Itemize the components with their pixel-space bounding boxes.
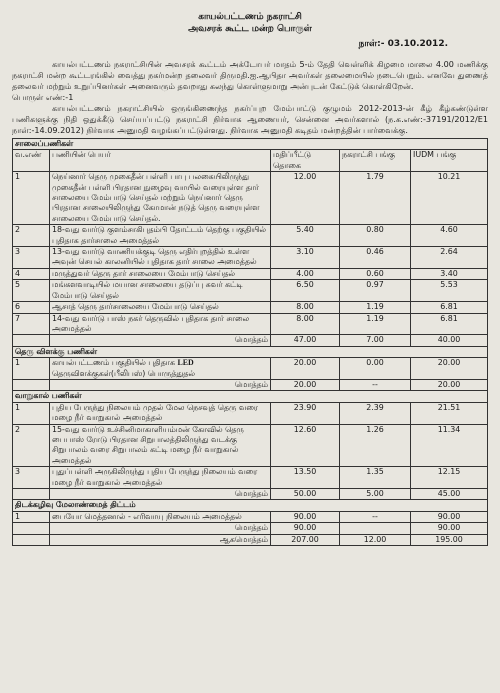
row-iudm: 12.15 [411,467,488,489]
row-municipal: 0.00 [340,358,411,380]
row-work: மங்களவாடியில் மயான சாலையை தடுப்பு சுவர் கட்டி மேம்பாடு செய்தல் [50,280,271,302]
row-estimate: 8.00 [271,302,340,313]
row-work: புதிய பேருந்து நிலையம் முதல் மேல நெசவுத் தெரு வரை மழை நீர் வாறுகால் அமைத்தல் [50,402,271,424]
subtotal-estimate: 47.00 [271,335,340,346]
subtotal-row-roads [13,335,488,346]
row-sno: 3 [13,467,50,489]
row-municipal: 1.35 [340,467,411,489]
row-iudm: 5.53 [411,280,488,302]
row-work: 13-வது வார்டு வாணியக்குடி தெரு எதிர்புறத்தில் உள்ள அவுன் செயல் காலனியில் புதிதாக தார் சாலை அமைத்தல் [50,247,271,269]
table-row [13,268,488,279]
section-waste: திடக்கழிவு மேலாண்மைத் திட்டம் [13,500,488,511]
section-roads: சாலைப்பணிகள் [13,139,488,150]
table-row [13,225,488,247]
grand-total-row [13,534,488,545]
office-title: காயல்பட்டணம் நகராட்சி [198,12,302,22]
row-sno: 6 [13,302,50,313]
subtotal-estimate: 50.00 [271,489,340,500]
row-sno: 1 [13,172,50,225]
row-work: பையோ மெத்தனால் - எரிவாயு நிலையம் அமைத்தல் [50,511,271,522]
row-work: ஆசாத் தெரு தார்சாலையை மேம்பாடு செய்தல் [50,302,271,313]
row-sno: 2 [13,225,50,247]
grand-total-label: ஆகமொத்தம் [50,534,271,545]
row-iudm: 90.00 [411,511,488,522]
row-work: மருத்துவர் தெரு தார் சாலையை மேம்பாடு செய்தல் [50,268,271,279]
row-estimate: 5.40 [271,225,340,247]
row-municipal: 0.46 [340,247,411,269]
table-row [13,467,488,489]
grand-total-estimate: 207.00 [271,534,340,545]
subtotal-municipal: 7.00 [340,335,411,346]
subtotal-municipal [340,523,411,534]
header-estimate: மதிப்பீட்டு தொகை [271,150,340,172]
subtotal-iudm: 90.00 [411,523,488,534]
subtotal-row-lights [13,379,488,390]
row-estimate: 23.90 [271,402,340,424]
row-estimate: 12.60 [271,424,340,467]
subtotal-municipal: 5.00 [340,489,411,500]
row-sno: 1 [13,402,50,424]
section-lights: தெரு விளக்கு பணிகள் [13,346,488,357]
row-sno: 5 [13,280,50,302]
item-number: பொருள் எண்:-1 [12,92,74,102]
row-work: நெய்னார் தெரு முகைதீன் பள்ளி பாபு பலகையிலிருந்து முகைதீன் பள்ளி பிரதான நுழைவு வாயில் வரையுள்ள தார் சாலையை மேம்பாடு செய்தல் மற்றும் நெய்னார் தெரு பிரதான சாலையிலிருந்து கோமான் நடுத் தெரு வரையுள்ள சாலையை மேம்பாடு செய்தல். [50,172,271,225]
row-sno: 3 [13,247,50,269]
subtotal-iudm: 20.00 [411,379,488,390]
subtotal-estimate: 20.00 [271,379,340,390]
table-header-row [13,150,488,172]
header-municipal: நகராட்சி பங்கு [340,150,411,172]
subtotal-row-drains [13,489,488,500]
row-work: 18-வது வார்டு குளம்சாகிபுதம்பி தோட்டம் தெற்கு பகுதியில் புதிதாக தார்சாலை அமைத்தல் [50,225,271,247]
row-sno: 7 [13,313,50,335]
row-estimate: 3.10 [271,247,340,269]
led-label: LED [177,358,194,368]
grand-total-municipal: 12.00 [340,534,411,545]
row-estimate: 6.50 [271,280,340,302]
subtotal-label: மொத்தம் [50,335,271,346]
header-sno: வ.எண் [13,150,50,172]
row-municipal: 0.97 [340,280,411,302]
row-municipal: 1.26 [340,424,411,467]
table-row [13,402,488,424]
subtotal-estimate: 90.00 [271,523,340,534]
table-row [13,280,488,302]
row-estimate: 4.00 [271,268,340,279]
table-row [13,358,488,380]
header-work: பணியின் பெயர் [50,150,271,172]
row-estimate: 8.00 [271,313,340,335]
row-municipal: 1.19 [340,313,411,335]
row-estimate: 90.00 [271,511,340,522]
row-municipal: -- [340,511,411,522]
table-row [13,511,488,522]
row-work: 14-வது வார்டு பாஸ் நகர் தெருவில் புதிதாக தார் சாலை அமைத்தல் [50,313,271,335]
subtotal-iudm: 40.00 [411,335,488,346]
table-row [13,302,488,313]
row-estimate: 13.50 [271,467,340,489]
row-iudm: 4.60 [411,225,488,247]
table-row [13,172,488,225]
subtotal-label: மொத்தம் [50,379,271,390]
row-work-part: காயல்பட்டணம் பகுதியில் புதிதாக [52,358,175,368]
subtotal-row-waste [13,523,488,534]
row-iudm: 21.51 [411,402,488,424]
row-municipal: 0.80 [340,225,411,247]
subtotal-iudm: 45.00 [411,489,488,500]
table-row [13,313,488,335]
row-iudm: 2.64 [411,247,488,269]
row-municipal: 1.79 [340,172,411,225]
row-iudm: 20.00 [411,358,488,380]
row-municipal: 2.39 [340,402,411,424]
subtotal-label: மொத்தம் [50,523,271,534]
row-work-part: தெருவிளக்குகள்(பீலிபஸ்) பொருத்துதல் [52,368,195,378]
works-table [12,138,488,546]
row-iudm: 11.34 [411,424,488,467]
meeting-title: அவசரக் கூட்ட மன்ற பொருள் [188,24,312,34]
intro-paragraph: காயல்பட்டணம் நகராட்சியின் அவசரக் கூட்டம் அக்டோபர் மாதம் 5-ம் தேதி வெள்ளிக் கிழமை மாலை 4.00 மணிக்கு நகராட்சி மன்ற கூட்டரங்கில் வைத்து நகர்மன்ற தலைவர் திருமதி.ஐ.ஆபிதா அவர்கள் தலைமையில் நடைபெறும். எனவே துணைத் தலைவர் மற்றும் உறுப்பினர்கள் அனைவரும் தவறாது கலந்து கொள்ளுமாறு அன்புடன் கேட்டுக் கொள்கிறேன். [12,59,488,91]
row-estimate: 20.00 [271,358,340,380]
row-work [50,358,271,380]
row-work: 15-வது வார்டு உச்சினிமாகாளியம்மன் கோவில் தெரு பைபாஸ் ரோடு பிரதான சிறுபாலத்திலிருந்து வடக்கு சிறுபாலம் வரை சிறுபாலம் கட்டி மழை நீர் வாறுகால் அமைத்தல் [50,424,271,467]
row-iudm: 6.81 [411,302,488,313]
row-iudm: 6.81 [411,313,488,335]
body-paragraph: காயல்பட்டணம் நகராட்சியில் ஒருங்கிணைந்த நகர்ப்புற மேம்பாட்டு குழுமம் 2012-2013-ன் கீழ் கீழ்கண்டுள்ள பணிகளுக்கு நிதி ஒதுக்கீடு செய்யப்பட்டு நகராட்சி நிர்வாக ஆணையர், சென்னை அவர்களால் (ந.க.எண்:-37191/2012/E1 நாள்:-14.09.2012) நிர்வாக அனுமதி வழங்கப்பட்டுள்ளது. நிர்வாக அனுமதி கடிதம் மன்றத்தின் பார்வைக்கு. [12,103,488,135]
document-date: நாள்:- 03.10.2012. [358,39,448,49]
row-sno: 2 [13,424,50,467]
row-municipal: 1.19 [340,302,411,313]
row-sno: 4 [13,268,50,279]
row-estimate: 12.00 [271,172,340,225]
row-municipal: 0.60 [340,268,411,279]
table-row [13,424,488,467]
row-work: புதுப்பள்ளி அருகிலிருந்து புதிய பேருந்து நிலையம் வரை மழை நீர் வாறுகால் அமைத்தல் [50,467,271,489]
row-iudm: 3.40 [411,268,488,279]
section-drains: வாறுகால் பணிகள் [13,391,488,402]
header-iudm: IUDM பங்கு [411,150,488,172]
row-sno: 1 [13,358,50,380]
row-sno: 1 [13,511,50,522]
table-row [13,247,488,269]
row-iudm: 10.21 [411,172,488,225]
subtotal-municipal: -- [340,379,411,390]
grand-total-iudm: 195.00 [411,534,488,545]
subtotal-label: மொத்தம் [50,489,271,500]
